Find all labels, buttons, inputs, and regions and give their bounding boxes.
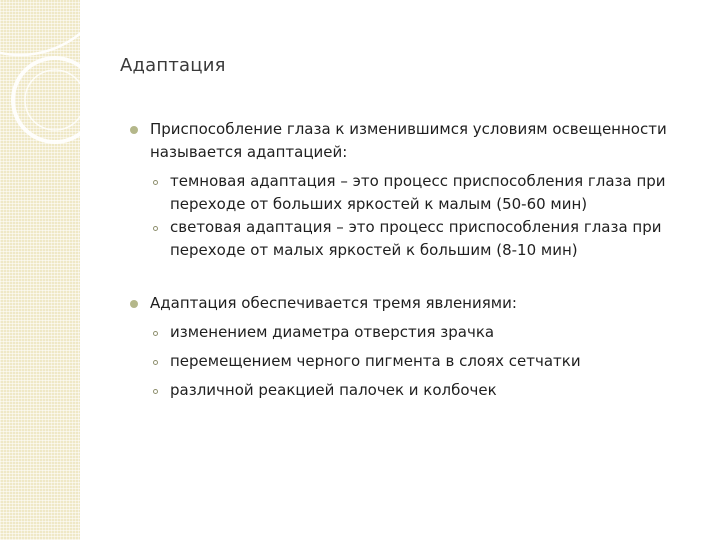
subitem-text: изменением диаметра отверстия зрачка [170,323,495,341]
decorative-sidebar [0,0,80,540]
bullet-text: Адаптация обеспечивается тремя явлениями: [150,294,517,312]
subitem-pigment-movement [130,350,705,373]
subitem-text: перемещением черного пигмента в слоях сетчатки [170,352,581,370]
slide-title: Адаптация [120,55,226,76]
subitem-light-adaptation [130,216,705,262]
subitem-text: – это процесс приспособления глаза при переходе от больших яркостей к малым (50-60 мин) [170,172,666,213]
bullet-adaptation-definition [130,118,705,164]
subitem-text: – это процесс приспособления глаза при переходе от малых яркостей к большим (8-10 мин) [170,218,662,259]
bullet-term: адаптацией: [246,143,348,161]
slide-content [130,118,705,402]
subitem-rods-cones-reaction [130,379,705,402]
bullet-adaptation-mechanisms [130,292,705,315]
subitem-pupil-diameter [130,321,705,344]
bullet-text: Приспособление глаза к изменившимся условиям освещенности называется [150,120,667,161]
subitem-term: световая адаптация [170,218,332,236]
decorative-circles-icon [0,0,80,540]
subitem-dark-adaptation [130,170,705,216]
subitem-term: темновая адаптация [170,172,336,190]
subitem-text: различной реакцией палочек и колбочек [170,381,497,399]
